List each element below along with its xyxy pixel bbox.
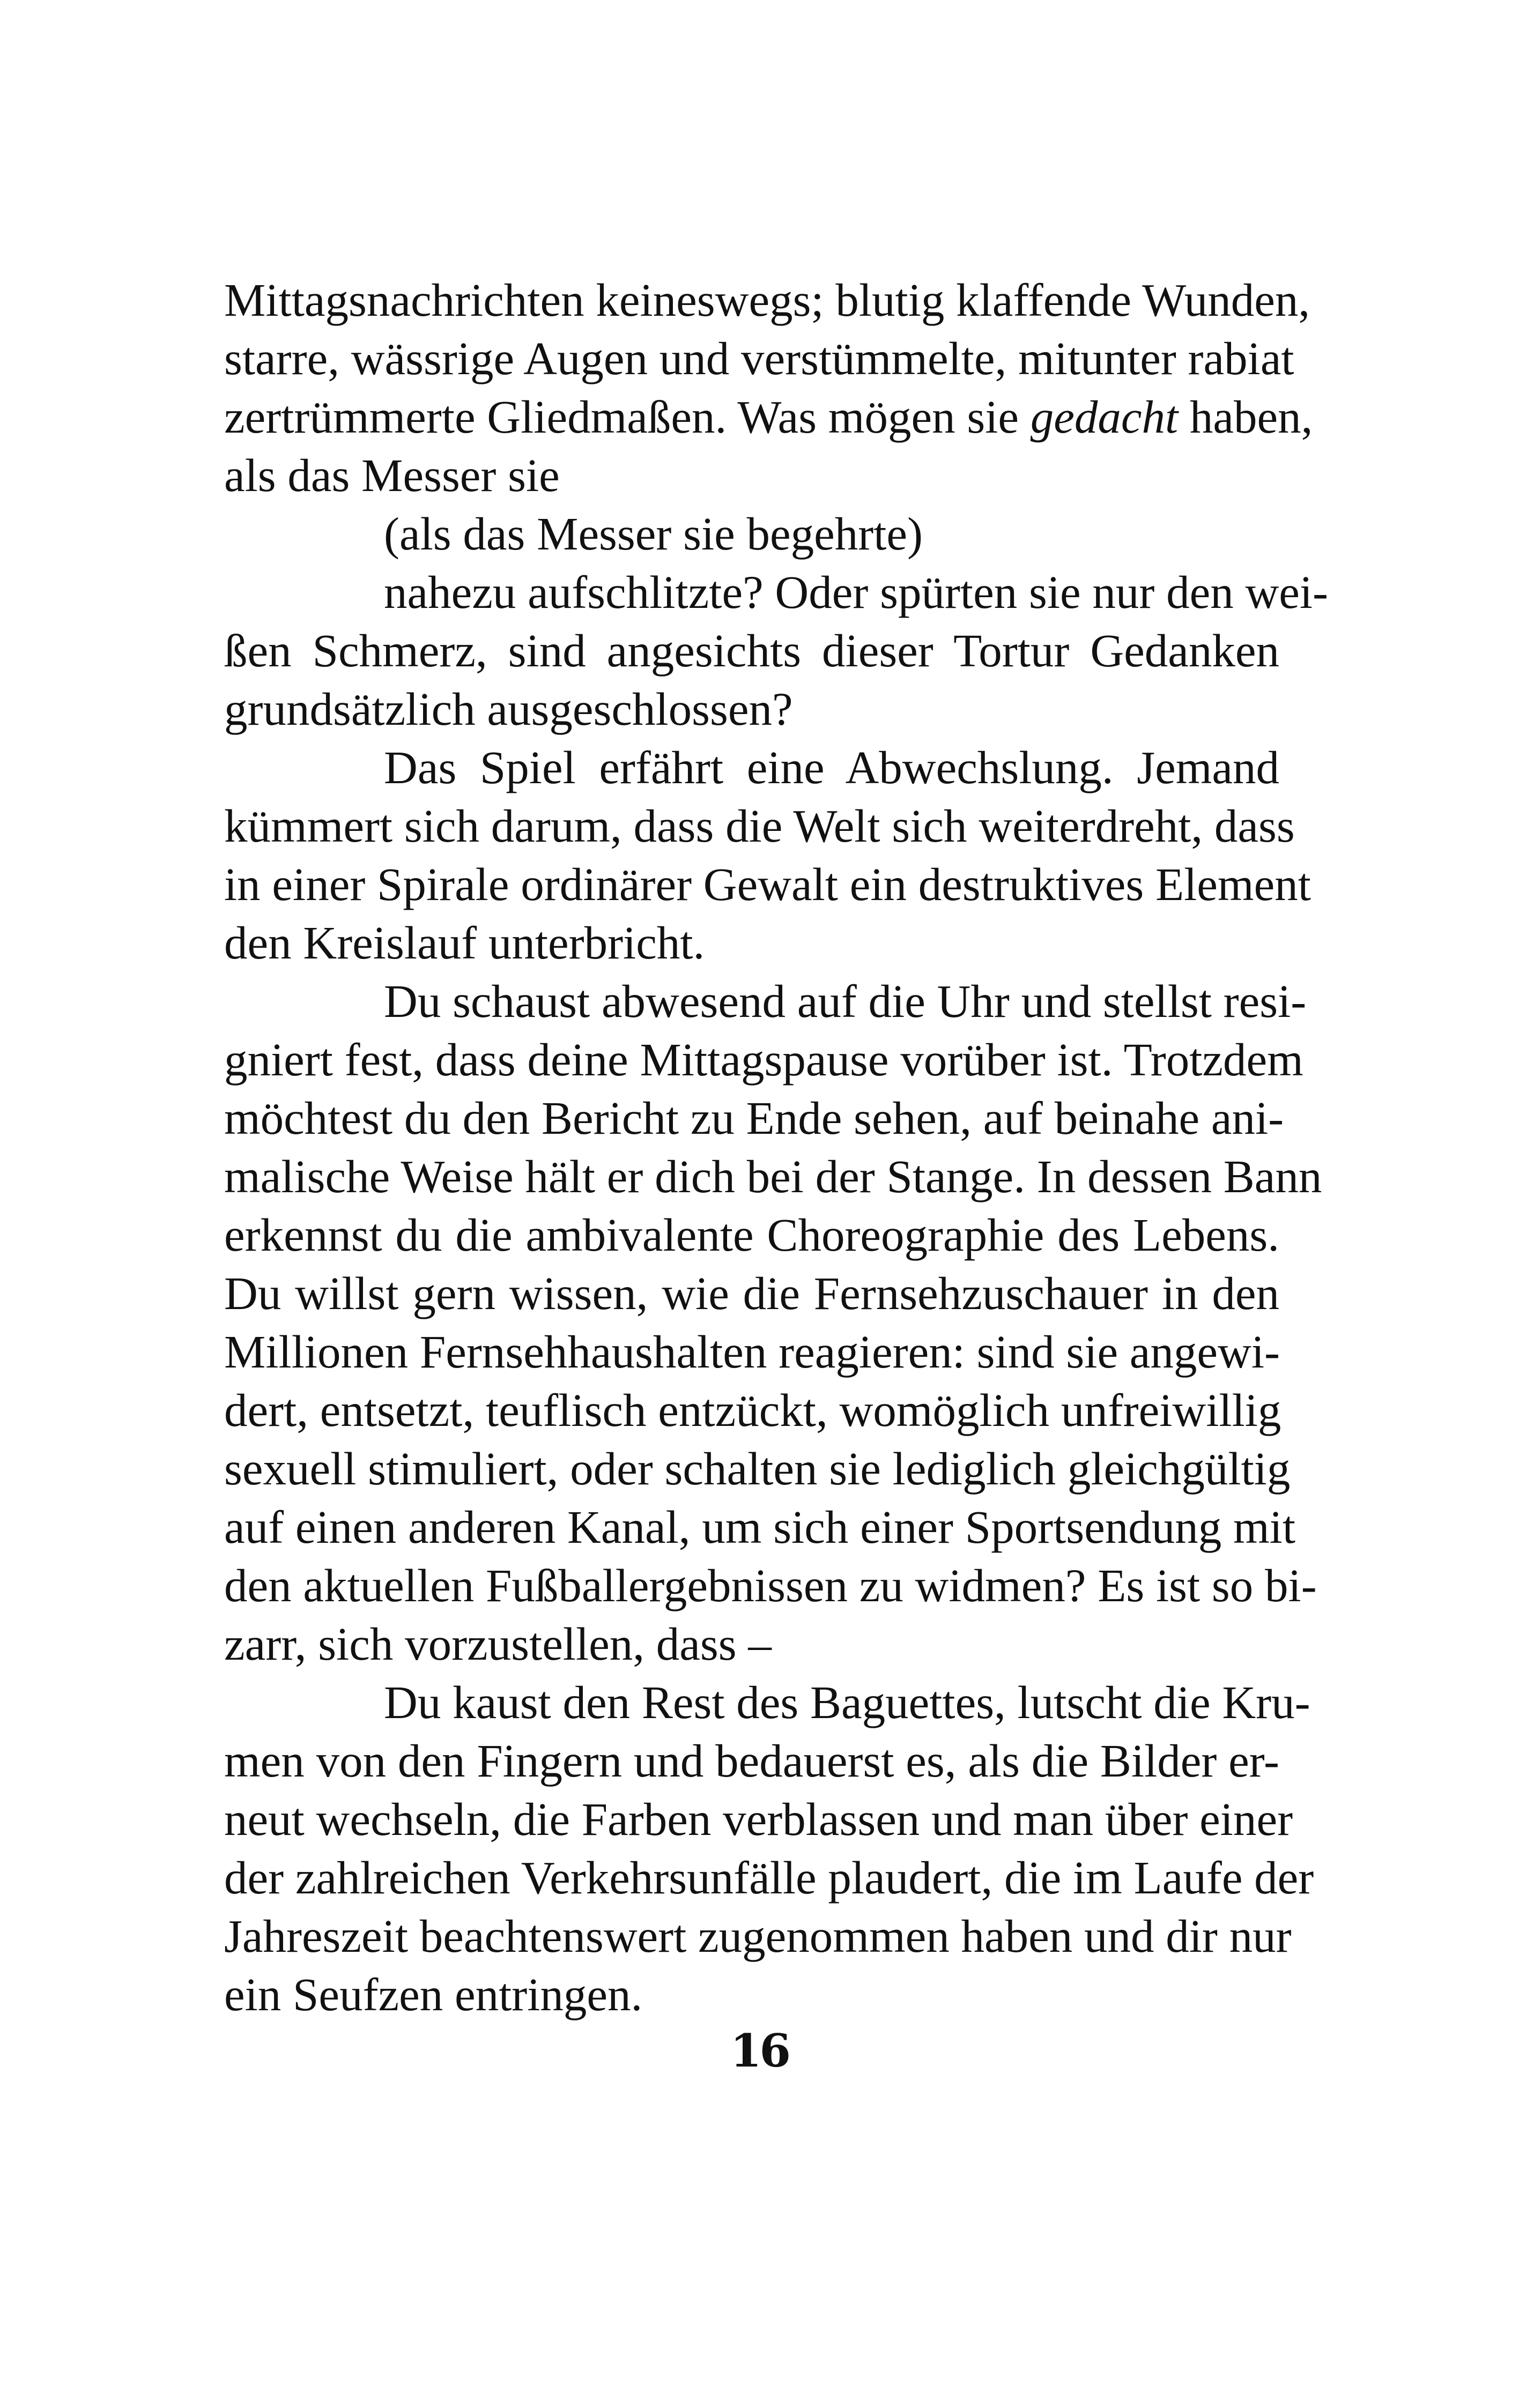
text-line: nahezu aufschlitzte? Oder spürten sie nur den wei-	[384, 566, 1329, 618]
text-line: sexuell stimuliert, oder schalten sie lediglich gleichgültig	[224, 1443, 1291, 1495]
text-line: den Kreislauf unterbricht.	[224, 917, 705, 969]
text-line: ein Seufzen entringen.	[224, 1968, 643, 2020]
text-line: (als das Messer sie begehrte)	[384, 508, 923, 560]
text-line: Mittagsnachrichten keineswegs; blutig klaffende Wunden,	[224, 274, 1310, 326]
text-line: Das Spiel erfährt eine Abwechslung. Jemand	[384, 741, 1279, 793]
text-line: zarr, sich vorzustellen, dass –	[224, 1618, 772, 1670]
text-line: malische Weise hält er dich bei der Stange. In dessen Bann	[224, 1150, 1322, 1202]
text-line: auf einen anderen Kanal, um sich einer Sportsendung mit	[224, 1501, 1295, 1553]
page-number: 16	[730, 2024, 789, 2077]
text-line: gniert fest, dass deine Mittagspause vorüber ist. Trotzdem	[224, 1034, 1303, 1086]
text-line: dert, entsetzt, teuflisch entzückt, womöglich unfreiwillig	[224, 1384, 1281, 1436]
text-run: haben,	[1178, 391, 1313, 443]
text-line: men von den Fingern und bedauerst es, als die Bilder er-	[224, 1735, 1279, 1787]
text-line: den aktuellen Fußballergebnissen zu widmen? Es ist so bi-	[224, 1559, 1317, 1611]
text-line: als das Messer sie	[224, 449, 560, 501]
text-line: Du willst gern wissen, wie die Fernsehzuschauer in den	[224, 1267, 1279, 1319]
text-line: Du kaust den Rest des Baguettes, lutscht die Kru-	[384, 1676, 1310, 1728]
text-line: neut wechseln, die Farben verblassen und man über einer	[224, 1793, 1293, 1845]
text-line: kümmert sich darum, dass die Welt sich weiterdreht, dass	[224, 800, 1295, 852]
text-line: Jahreszeit beachtenswert zugenommen haben und dir nur	[224, 1910, 1292, 1962]
text-run: zertrümmerte Gliedmaßen. Was mögen sie	[224, 391, 1031, 443]
text-line	[224, 388, 1313, 446]
text-line: in einer Spirale ordinärer Gewalt ein destruktives Element	[224, 858, 1311, 910]
text-line: Millionen Fernsehhaushalten reagieren: sind sie angewi-	[224, 1326, 1280, 1378]
text-line: erkennst du die ambivalente Choreographie des Lebens.	[224, 1209, 1279, 1261]
text-line: ßen Schmerz, sind angesichts dieser Tortur Gedanken	[224, 625, 1279, 677]
text-line: der zahlreichen Verkehrsunfälle plaudert, die im Laufe der	[224, 1852, 1314, 1904]
text-line: starre, wässrige Augen und verstümmelte, mitunter rabiat	[224, 332, 1294, 384]
text-line: möchtest du den Bericht zu Ende sehen, auf beinahe ani-	[224, 1092, 1284, 1144]
text-line: Du schaust abwesend auf die Uhr und stellst resi-	[384, 975, 1307, 1027]
text-line: grundsätzlich ausgeschlossen?	[224, 683, 793, 735]
body-text	[224, 271, 1329, 2024]
italic-emphasis: gedacht	[1030, 391, 1179, 443]
